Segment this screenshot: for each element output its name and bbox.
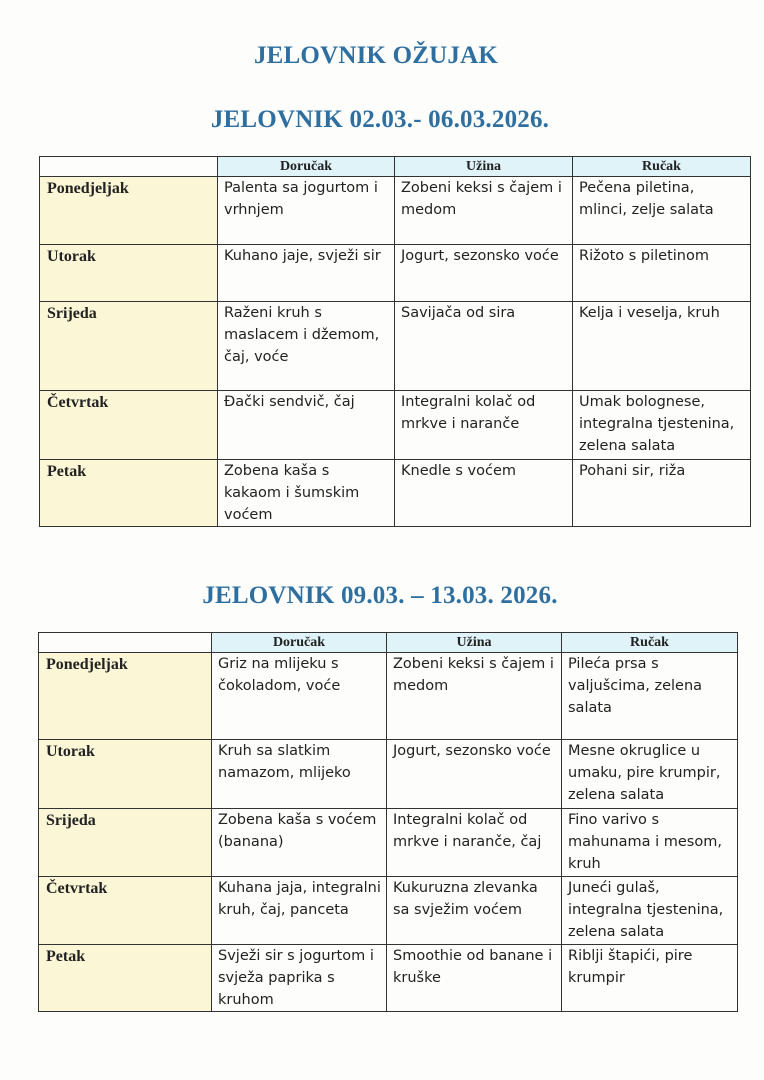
header-breakfast: Doručak xyxy=(212,633,387,653)
header-lunch: Ručak xyxy=(573,157,751,177)
day-cell: Petak xyxy=(39,945,212,1012)
breakfast-cell: Đački sendvič, čaj xyxy=(218,391,395,460)
header-snack: Užina xyxy=(395,157,573,177)
table-row xyxy=(39,809,738,877)
snack-cell: Kukuruzna zlevanka sa svježim voćem xyxy=(387,877,562,945)
lunch-cell: Riblji štapići, pire krumpir xyxy=(562,945,738,1012)
breakfast-cell: Palenta sa jogurtom i vrhnjem xyxy=(218,177,395,245)
lunch-cell: Pohani sir, riža xyxy=(573,460,751,527)
breakfast-cell: Kuhana jaja, integralni kruh, čaj, panceta xyxy=(212,877,387,945)
week1-title: JELOVNIK 02.03.- 06.03.2026. xyxy=(210,106,550,133)
table-row xyxy=(40,391,751,460)
snack-cell: Jogurt, sezonsko voće xyxy=(387,740,562,809)
table-row xyxy=(39,653,738,740)
day-cell: Četvrtak xyxy=(40,391,218,460)
day-cell: Ponedjeljak xyxy=(39,653,212,740)
day-cell: Srijeda xyxy=(40,302,218,391)
table-header-row xyxy=(40,157,751,177)
snack-cell: Smoothie od banane i kruške xyxy=(387,945,562,1012)
lunch-cell: Pileća prsa s valjušcima, zelena salata xyxy=(562,653,738,740)
week2-menu-table xyxy=(38,632,738,1012)
snack-cell: Savijača od sira xyxy=(395,302,573,391)
breakfast-cell: Raženi kruh s maslacem i džemom, čaj, voće xyxy=(218,302,395,391)
week2-title: JELOVNIK 09.03. – 13.03. 2026. xyxy=(202,582,558,609)
header-corner xyxy=(39,633,212,653)
table-header-row xyxy=(39,633,738,653)
table-row xyxy=(40,177,751,245)
snack-cell: Jogurt, sezonsko voće xyxy=(395,245,573,302)
table-row xyxy=(40,460,751,527)
breakfast-cell: Svježi sir s jogurtom i svježa paprika s kruhom xyxy=(212,945,387,1012)
lunch-cell: Pečena piletina, mlinci, zelje salata xyxy=(573,177,751,245)
header-lunch: Ručak xyxy=(562,633,738,653)
table-row xyxy=(39,740,738,809)
day-cell: Petak xyxy=(40,460,218,527)
snack-cell: Integralni kolač od mrkve i naranče, čaj xyxy=(387,809,562,877)
table-row xyxy=(40,245,751,302)
snack-cell: Knedle s voćem xyxy=(395,460,573,527)
header-breakfast: Doručak xyxy=(218,157,395,177)
breakfast-cell: Zobena kaša s kakaom i šumskim voćem xyxy=(218,460,395,527)
week1-menu-table xyxy=(39,156,751,527)
table-row xyxy=(39,945,738,1012)
breakfast-cell: Kruh sa slatkim namazom, mlijeko xyxy=(212,740,387,809)
lunch-cell: Rižoto s piletinom xyxy=(573,245,751,302)
breakfast-cell: Kuhano jaje, svježi sir xyxy=(218,245,395,302)
table-row xyxy=(39,877,738,945)
breakfast-cell: Zobena kaša s voćem (banana) xyxy=(212,809,387,877)
lunch-cell: Mesne okruglice u umaku, pire krumpir, zelena salata xyxy=(562,740,738,809)
table-row xyxy=(40,302,751,391)
day-cell: Utorak xyxy=(39,740,212,809)
snack-cell: Integralni kolač od mrkve i naranče xyxy=(395,391,573,460)
day-cell: Četvrtak xyxy=(39,877,212,945)
day-cell: Utorak xyxy=(40,245,218,302)
header-corner xyxy=(40,157,218,177)
lunch-cell: Umak bolognese, integralna tjestenina, zelena salata xyxy=(573,391,751,460)
snack-cell: Zobeni keksi s čajem i medom xyxy=(387,653,562,740)
page-title: JELOVNIK OŽUJAK xyxy=(253,42,498,69)
lunch-cell: Juneći gulaš, integralna tjestenina, zelena salata xyxy=(562,877,738,945)
breakfast-cell: Griz na mlijeku s čokoladom, voće xyxy=(212,653,387,740)
lunch-cell: Kelja i veselja, kruh xyxy=(573,302,751,391)
lunch-cell: Fino varivo s mahunama i mesom, kruh xyxy=(562,809,738,877)
snack-cell: Zobeni keksi s čajem i medom xyxy=(395,177,573,245)
day-cell: Srijeda xyxy=(39,809,212,877)
header-snack: Užina xyxy=(387,633,562,653)
day-cell: Ponedjeljak xyxy=(40,177,218,245)
